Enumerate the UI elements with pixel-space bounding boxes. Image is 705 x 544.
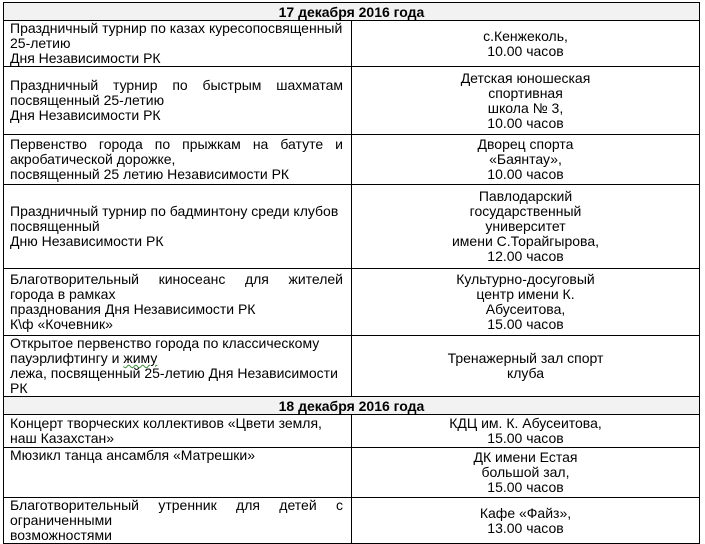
event-title-line: лежа, посвященный 25-летию Дня Независимости РК (10, 365, 338, 396)
event-title-line: Концерт творческих коллективов «Цвети земля, наш Казахстан» (10, 415, 322, 446)
venue-time-line: КДЦ им. К. Абусеитова, (449, 415, 602, 431)
venue-time-line: спортивная (488, 84, 563, 101)
event-title-line: К\ф «Кочевник» (10, 316, 113, 332)
events-table-sheet (3, 2, 700, 544)
venue-time-cell (352, 415, 700, 448)
date-header-row (4, 397, 700, 415)
venue-time-cell (352, 336, 700, 397)
venue-time-line: «Баянтау», (489, 151, 562, 167)
venue-time-line: 15.00 часов (487, 430, 564, 446)
venue-time-line: клуба (506, 365, 545, 381)
venue-time-line: Абусеитова, (485, 301, 566, 317)
event-row (4, 67, 700, 135)
event-title-line: Дня Независимости РК (10, 107, 161, 123)
event-title-cell (4, 448, 352, 498)
event-title-cell (4, 67, 352, 135)
event-title-line: Благотворительный утренник для детей с ограниченными (10, 497, 343, 528)
event-title-line: посвященный 25 летию Независимости РК (10, 166, 290, 182)
venue-time-line: университет (485, 218, 566, 234)
events-table (3, 2, 700, 544)
venue-time-line: ДК имени Естая (473, 449, 578, 465)
event-title-cell (4, 498, 352, 544)
venue-time-line: Детская юношеская (460, 69, 591, 86)
venue-time-line: 15.00 часов (487, 316, 564, 332)
date-header: 17 декабря 2016 года (4, 3, 700, 21)
venue-time-line: 10.00 часов (487, 166, 564, 182)
venue-time-line: Павлодарский (478, 188, 573, 204)
event-row (4, 448, 700, 498)
event-title-line: Мюзикл танца ансамбля «Матрешки» (10, 447, 256, 463)
venue-time-cell (352, 185, 700, 269)
venue-time-cell (352, 21, 700, 67)
date-header-row (4, 3, 700, 21)
venue-time-line: 12.00 часов (487, 248, 564, 264)
venue-time-line: Кафе «Файз», (479, 504, 572, 521)
event-title-line: празднования Дня Независимости РК (10, 301, 256, 317)
event-title-line: Праздничный турнир по казах куресопосвященный 25-летию (10, 20, 343, 51)
event-row (4, 336, 700, 397)
event-title-line: Открытое первенство города по классическому пауэрлифтингу и жиму (10, 335, 320, 366)
event-row (4, 498, 700, 544)
event-title-cell (4, 21, 352, 67)
venue-time-line: школа № 3, (487, 99, 564, 116)
event-row (4, 415, 700, 448)
event-title-line: Дня Независимости РК (10, 50, 161, 66)
event-title-cell (4, 415, 352, 448)
venue-time-cell (352, 269, 700, 336)
venue-time-line: 10.00 часов (487, 114, 564, 131)
event-row (4, 185, 700, 269)
event-title-line: Первенство города по прыжкам на батуте и акробатической дорожке, (10, 136, 343, 167)
venue-time-line: большой зал, (481, 464, 570, 480)
venue-time-line: центр имени К. (476, 286, 575, 302)
event-title-cell (4, 336, 352, 397)
venue-time-line: Культурно-досуговый (456, 271, 595, 287)
venue-time-line: Дворец спорта (477, 136, 574, 152)
event-title-line: возможностями (10, 527, 112, 543)
event-title-cell (4, 135, 352, 185)
venue-time-cell (352, 498, 700, 544)
event-title-cell (4, 185, 352, 269)
event-title-line: Благотворительный киносеанс для жителей города в рамках (10, 271, 343, 302)
venue-time-cell (352, 448, 700, 498)
venue-time-line: Тренажерный зал спорт (447, 350, 604, 366)
venue-time-line: 10.00 часов (487, 42, 564, 59)
event-title-line: Праздничный турнир по быстрым шахматам посвященный 25-летию (10, 77, 343, 108)
venue-time-line: имени С.Торайгырова, (451, 233, 599, 249)
event-title-line: Дню Независимости РК (10, 233, 164, 249)
event-title-line: Праздничный турнир по бадминтону среди клубов посвященный (10, 203, 339, 234)
spellcheck-underline: жиму (123, 350, 158, 366)
venue-time-cell (352, 135, 700, 185)
event-row (4, 21, 700, 67)
venue-time-line: 15.00 часов (487, 479, 564, 495)
venue-time-line: государственный (469, 203, 582, 219)
venue-time-cell (352, 67, 700, 135)
event-row (4, 135, 700, 185)
date-header: 18 декабря 2016 года (4, 397, 700, 415)
event-title-cell (4, 269, 352, 336)
venue-time-line: 13.00 часов (487, 519, 564, 536)
venue-time-line: с.Кенжеколь, (483, 27, 568, 44)
event-row (4, 269, 700, 336)
